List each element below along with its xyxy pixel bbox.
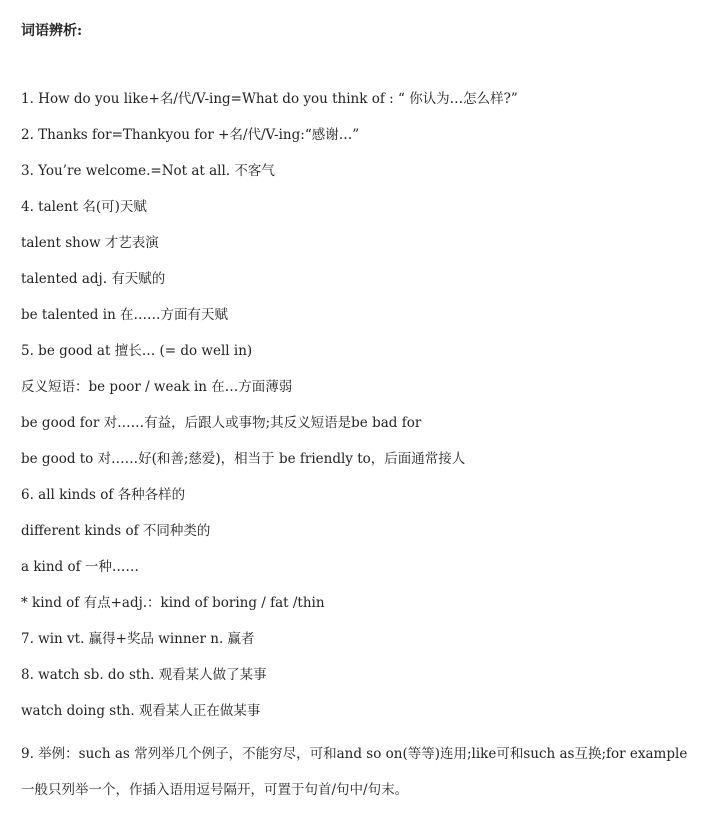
text-line-14: a kind of 一种…… [21, 559, 139, 575]
text-line-7: be talented in 在……方面有天赋 [21, 307, 229, 323]
text-line-6: talented adj. 有天赋的 [21, 271, 166, 287]
text-line-9: 反义短语：be poor / weak in 在…方面薄弱 [21, 379, 293, 395]
text-line-8: 5. be good at 擅长… (= do well in) [21, 343, 253, 359]
text-line-19: 9. 举例：such as 常列举几个例子，不能穷尽，可和and so on(等等)连用;like可和such as互换;for example 一般只列举一个，作插入语用逗号隔开，可置于句首/句中/句末。 [21, 746, 688, 798]
text-line-18: watch doing sth. 观看某人正在做某事 [21, 703, 261, 719]
text-line-12: 6. all kinds of 各种各样的 [21, 487, 186, 503]
document-body [21, 88, 701, 808]
text-line-16: 7. win vt. 赢得+奖品 winner n. 赢者 [21, 631, 255, 647]
text-line-15: * kind of 有点+adj.：kind of boring / fat /thin [21, 595, 325, 611]
text-line-4: 4. talent 名(可)天赋 [21, 199, 147, 215]
text-line-17: 8. watch sb. do sth. 观看某人做了某事 [21, 667, 267, 683]
text-line-13: different kinds of 不同种类的 [21, 523, 211, 539]
text-line-5: talent show 才艺表演 [21, 235, 159, 251]
text-line-10: be good for 对……有益，后跟人或事物;其反义短语是be bad for [21, 415, 422, 431]
text-line-3: 3. You’re welcome.=Not at all. 不客气 [21, 163, 275, 179]
document-heading: 词语辨析: [21, 23, 83, 39]
text-line-2: 2. Thanks for=Thankyou for +名/代/V-ing:“感谢…” [21, 127, 360, 143]
text-line-1: 1. How do you like+名/代/V-ing=What do you think of : “ 你认为…怎么样?” [21, 91, 518, 107]
text-line-11: be good to 对……好(和善;慈爱)，相当于 be friendly to，后面通常接人 [21, 451, 466, 467]
